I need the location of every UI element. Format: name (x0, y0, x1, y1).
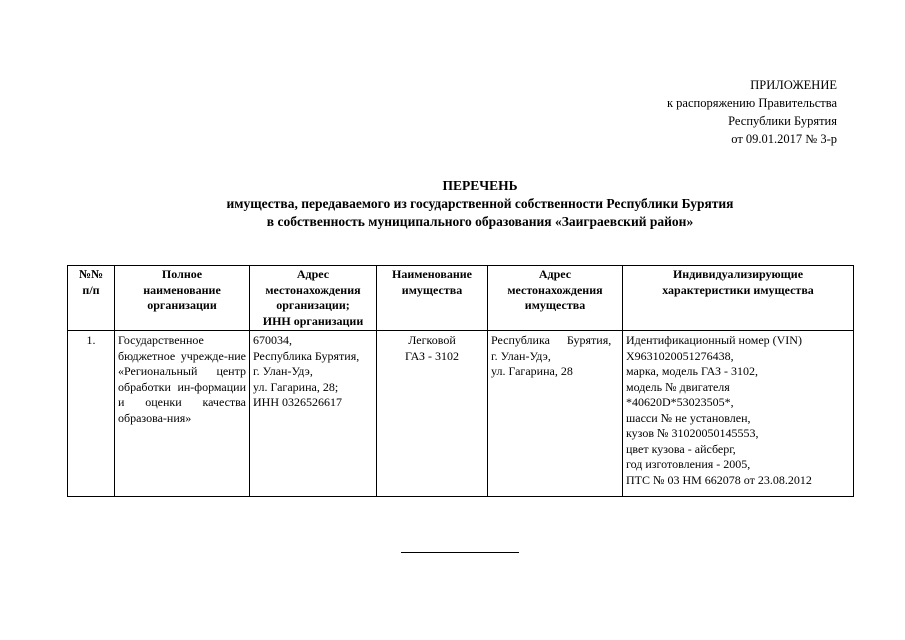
attachment-header (667, 76, 837, 148)
attachment-line: от 09.01.2017 № 3-р (731, 132, 837, 146)
footer-divider (401, 552, 519, 553)
header-property-name: Наименование имущества (377, 266, 488, 331)
cell-org-name: Государственное бюджетное учрежде-ние «Региональный центр обработки ин-формации и оценки качества образова-ния» (115, 331, 250, 497)
document-title (0, 177, 905, 231)
attachment-line: Республики Бурятия (728, 114, 837, 128)
title-line: имущества, передаваемого из государственной собственности Республики Бурятия (226, 196, 734, 211)
table-row (68, 331, 854, 497)
title-line: ПЕРЕЧЕНЬ (442, 178, 518, 193)
cell-property-address: Республика Бурятия, г. Улан-Удэ, ул. Гагарина, 28 (488, 331, 623, 497)
cell-property-name: Легковой ГАЗ - 3102 (377, 331, 488, 497)
header-org-address: Адрес местонахождения организации; ИНН организации (250, 266, 377, 331)
header-num: №№ п/п (68, 266, 115, 331)
header-property-address: Адрес местонахождения имущества (488, 266, 623, 331)
cell-num: 1. (68, 331, 115, 497)
cell-org-address: 670034, Республика Бурятия, г. Улан-Удэ, ул. Гагарина, 28; ИНН 0326526617 (250, 331, 377, 497)
attachment-line: к распоряжению Правительства (666, 96, 837, 110)
header-org-name: Полное наименование организации (115, 266, 250, 331)
attachment-line: ПРИЛОЖЕНИЕ (750, 78, 837, 92)
title-line: в собственность муниципального образования «Заиграевский район» (266, 214, 694, 229)
table-header-row (68, 266, 854, 331)
property-table (67, 265, 854, 497)
cell-characteristics: Идентификационный номер (VIN) Х9631020051276438, марка, модель ГАЗ - 3102, модель № двигателя *40620D*53023505*, шасси № не установлен, кузов № 31020050145553, цвет кузова - айсберг, год изготовления - 2005, ПТС № 03 НМ 662078 от 23.08.2012 (623, 331, 854, 497)
header-characteristics: Индивидуализирующие характеристики имущества (623, 266, 854, 331)
